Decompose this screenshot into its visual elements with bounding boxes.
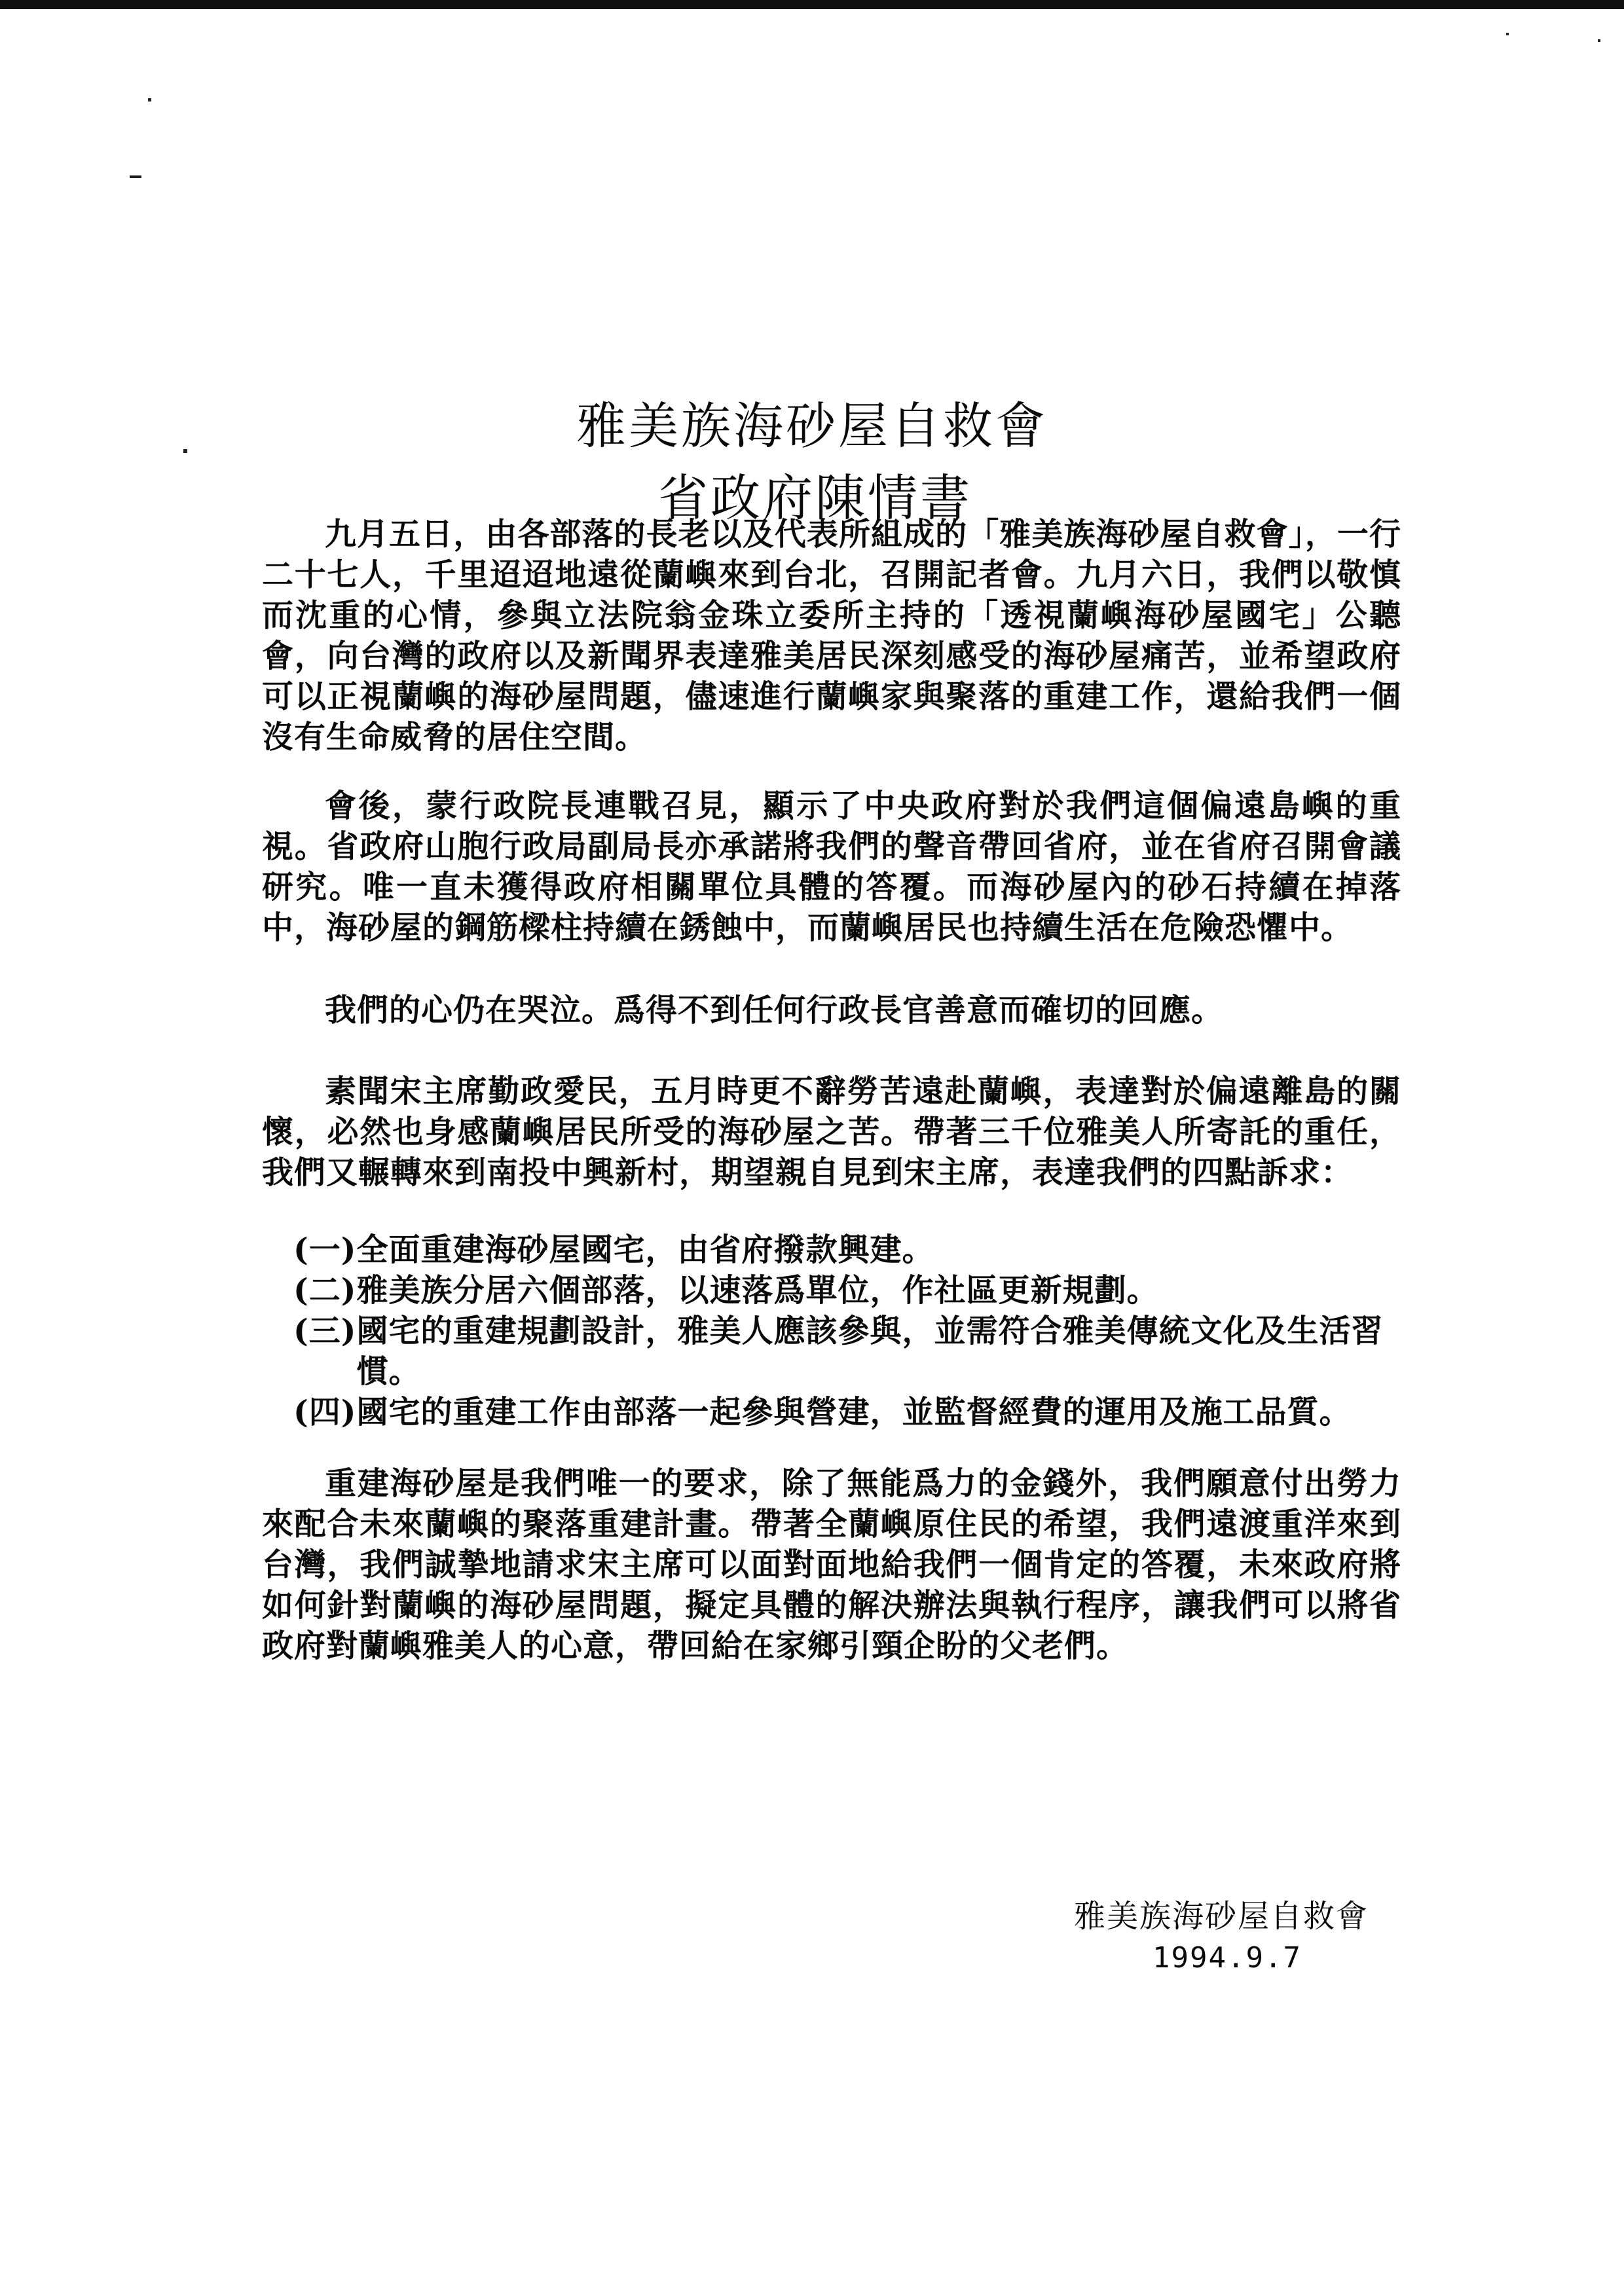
paragraph-4 [262, 1071, 1401, 1193]
document-title: 雅美族海砂屋自救會 [576, 396, 1048, 455]
list-item-number: (四) [293, 1394, 357, 1430]
list-item-text: 國宅的重建規劃設計，雅美人應該參與，並需符合雅美傳統文化及生活習慣。 [356, 1313, 1384, 1390]
list-item [293, 1311, 1407, 1392]
paragraph-text: 重建海砂屋是我們唯一的要求，除了無能爲力的金錢外，我們願意付出勞力來配合未來蘭嶼的聚落重建計畫。帶著全蘭嶼原住民的希望，我們遠渡重洋來到台灣，我們誠摯地請求宋主席可以面對面地給我們一個肯定的答覆，未來政府將如何針對蘭嶼的海砂屋問題，擬定具體的解決辦法與執行程序，讓我們可以將省政府對蘭嶼雅美人的心意，帶回給在家鄉引頸企盼的父老們。 [262, 1465, 1401, 1664]
list-item-text: 國宅的重建工作由部落一起參與營建，並監督經費的運用及施工品質。 [356, 1394, 1352, 1430]
signature-date: 1994.9.7 [1153, 1941, 1302, 1975]
list-item-number: (二) [293, 1272, 357, 1309]
demands-list [293, 1230, 1407, 1432]
paragraph-text: 我們的心仍在哭泣。爲得不到任何行政長官善意而確切的回應。 [325, 992, 1224, 1029]
paragraph-text: 九月五日，由各部落的長老以及代表所組成的「雅美族海砂屋自救會」，一行二十七人，千里迢迢地遠從蘭嶼來到台北，召開記者會。九月六日，我們以敬慎而沈重的心情，參與立法院翁金珠立委所主持的「透視蘭嶼海砂屋國宅」公聽會，向台灣的政府以及新聞界表達雅美居民深刻感受的海砂屋痛苦，並希望政府可以正視蘭嶼的海砂屋問題，儘速進行蘭嶼家與聚落的重建工作，還給我們一個沒有生命威脅的居住空間。 [262, 516, 1401, 756]
list-item-text: 全面重建海砂屋國宅，由省府撥款興建。 [356, 1231, 934, 1268]
list-item-number: (三) [293, 1313, 357, 1349]
scan-speck [148, 98, 151, 101]
paragraph-text: 素聞宋主席勤政愛民，五月時更不辭勞苦遠赴蘭嶼，表達對於偏遠離島的關懷，必然也身感蘭嶼居民所受的海砂屋之苦。帶著三千位雅美人所寄託的重任，我們又輾轉來到南投中興新村，期望親自見到宋主席，表達我們的四點訴求： [262, 1073, 1401, 1191]
signature-organization: 雅美族海砂屋自救會 [1074, 1898, 1369, 1935]
list-item [293, 1392, 1407, 1432]
paragraph-text: 會後，蒙行政院長連戰召見，顯示了中央政府對於我們這個偏遠島嶼的重視。省政府山胞行政局副局長亦承諾將我們的聲音帶回省府，並在省府召開會議研究。唯一直未獲得政府相關單位具體的答覆。而海砂屋內的砂石持續在掉落中，海砂屋的鋼筋樑柱持續在銹蝕中，而蘭嶼居民也持續生活在危險恐懼中。 [262, 788, 1401, 946]
list-item-number: (一) [293, 1231, 357, 1268]
paragraph-1 [262, 514, 1401, 757]
scan-speck [1598, 39, 1600, 42]
list-item [293, 1270, 1407, 1311]
list-item-text: 雅美族分居六個部落，以速落爲單位，作社區更新規劃。 [356, 1272, 1159, 1309]
scan-top-edge [0, 0, 1624, 9]
closing-paragraph [262, 1463, 1401, 1666]
paragraph-2 [262, 786, 1401, 948]
document-subtitle: 省政府陳情書 [658, 469, 972, 528]
list-item [293, 1230, 1407, 1270]
scan-speck [130, 175, 141, 178]
paragraph-3 [262, 990, 1401, 1030]
signature-block [1074, 1895, 1414, 1979]
scan-speck [1506, 33, 1509, 35]
